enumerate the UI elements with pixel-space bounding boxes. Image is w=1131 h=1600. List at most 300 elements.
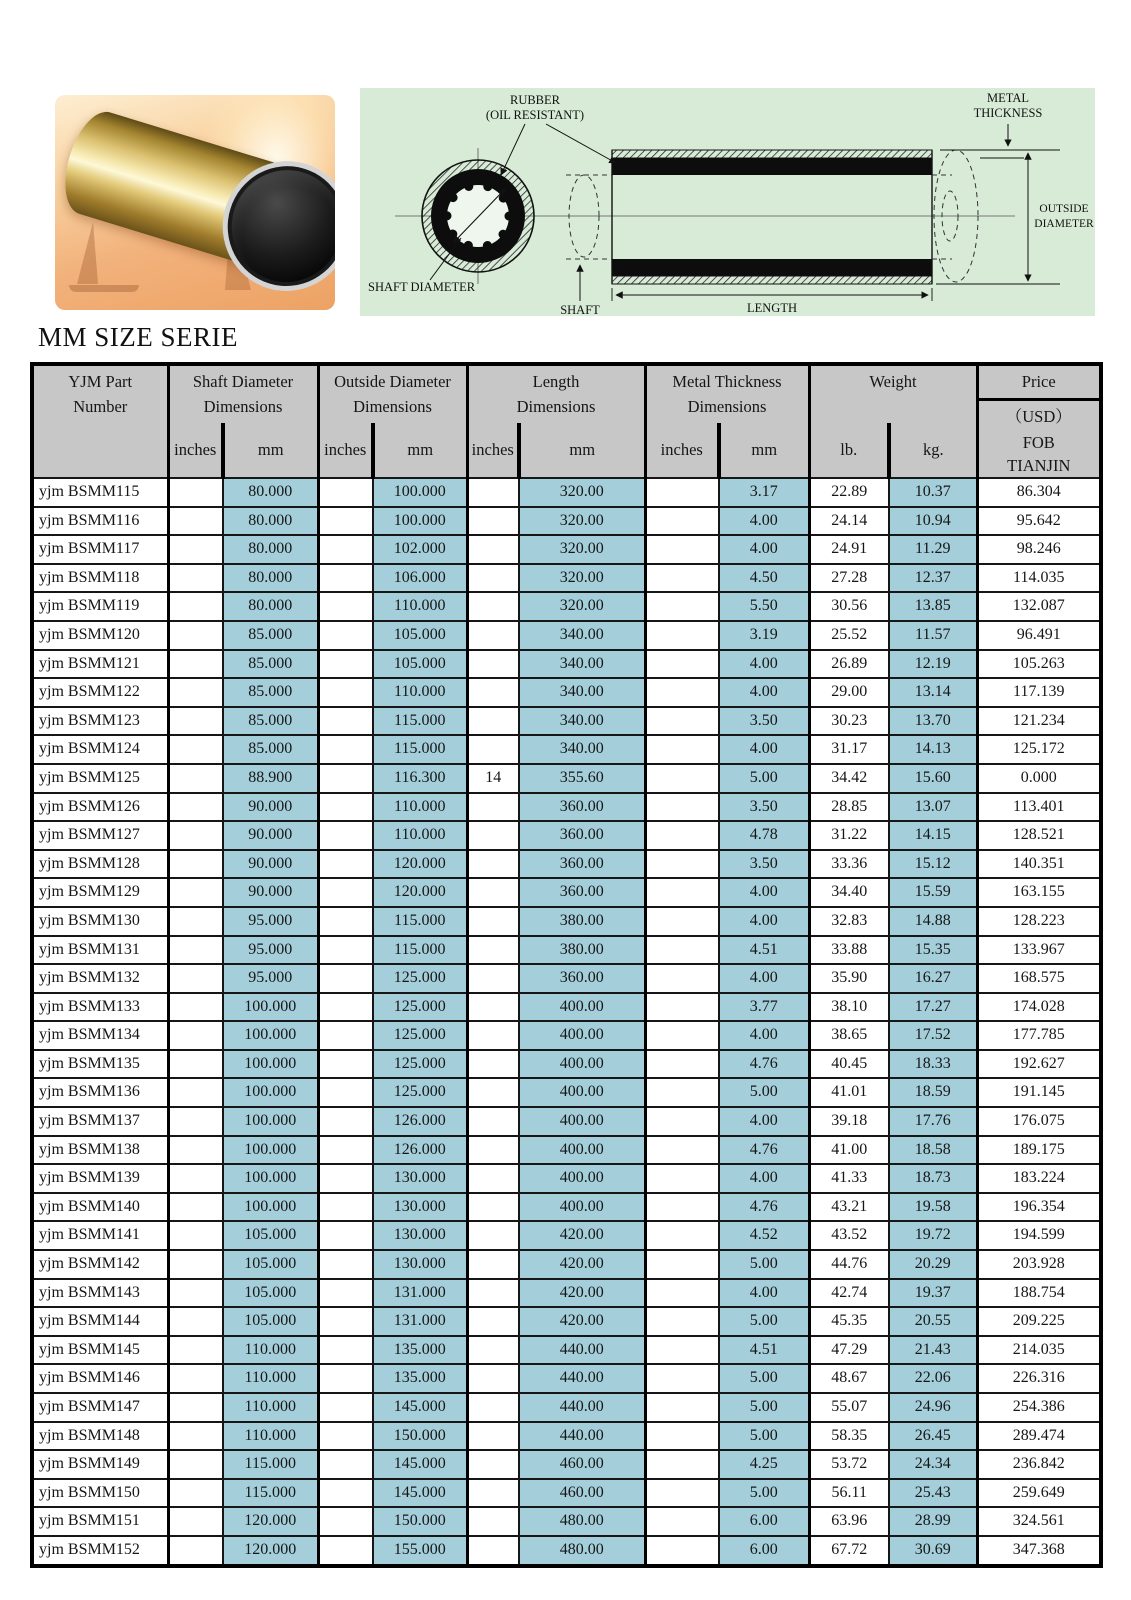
- cell-thickness-mm: 6.00: [719, 1507, 809, 1536]
- cell-outside-mm: 131.000: [373, 1279, 467, 1308]
- cell-thickness-mm: 3.50: [719, 850, 809, 879]
- cell-outside-mm: 110.000: [373, 793, 467, 822]
- header-shaft-diameter: Shaft Diameter Dimensions: [168, 364, 318, 423]
- cell-weight-kg: 11.29: [889, 535, 977, 564]
- cell-weight-lb: 32.83: [809, 907, 889, 936]
- cell-shaft-inches: [168, 1193, 223, 1222]
- cell-part-number: yjm BSMM151: [32, 1507, 168, 1536]
- cell-price: 214.035: [977, 1336, 1101, 1365]
- cell-thickness-inches: [645, 1078, 719, 1107]
- cell-weight-kg: 17.52: [889, 1021, 977, 1050]
- cell-outside-inches: [318, 878, 373, 907]
- cell-weight-lb: 34.42: [809, 764, 889, 793]
- cell-weight-lb: 43.52: [809, 1221, 889, 1250]
- cell-shaft-inches: [168, 936, 223, 965]
- cell-shaft-inches: [168, 478, 223, 507]
- cell-part-number: yjm BSMM121: [32, 650, 168, 679]
- cell-outside-mm: 125.000: [373, 1021, 467, 1050]
- cell-length-mm: 320.00: [519, 478, 645, 507]
- cell-thickness-mm: 4.76: [719, 1050, 809, 1079]
- cell-weight-kg: 24.34: [889, 1450, 977, 1479]
- cell-length-mm: 380.00: [519, 907, 645, 936]
- table-row: [32, 993, 1101, 1022]
- cell-weight-kg: 17.76: [889, 1107, 977, 1136]
- cell-outside-inches: [318, 564, 373, 593]
- cell-thickness-inches: [645, 764, 719, 793]
- cell-weight-kg: 30.69: [889, 1536, 977, 1566]
- cell-thickness-inches: [645, 1450, 719, 1479]
- cell-shaft-inches: [168, 1136, 223, 1165]
- cell-outside-mm: 130.000: [373, 1193, 467, 1222]
- cell-shaft-inches: [168, 1507, 223, 1536]
- cell-thickness-mm: 5.00: [719, 1393, 809, 1422]
- cell-part-number: yjm BSMM148: [32, 1422, 168, 1451]
- cell-shaft-mm: 90.000: [223, 878, 318, 907]
- cell-outside-inches: [318, 1336, 373, 1365]
- cell-weight-lb: 53.72: [809, 1450, 889, 1479]
- cell-length-inches: 14: [467, 764, 519, 793]
- cell-outside-inches: [318, 650, 373, 679]
- cell-length-inches: [467, 907, 519, 936]
- header-price: Price （USD） FOB TIANJIN: [977, 364, 1101, 478]
- cell-price: 194.599: [977, 1221, 1101, 1250]
- cell-price: 203.928: [977, 1250, 1101, 1279]
- cell-thickness-mm: 3.17: [719, 478, 809, 507]
- cell-outside-inches: [318, 1107, 373, 1136]
- shaft-diameter-label: SHAFT DIAMETER: [368, 280, 476, 294]
- cell-price: 188.754: [977, 1279, 1101, 1308]
- cell-weight-kg: 15.12: [889, 850, 977, 879]
- cell-thickness-mm: 3.77: [719, 993, 809, 1022]
- cell-part-number: yjm BSMM130: [32, 907, 168, 936]
- cell-part-number: yjm BSMM134: [32, 1021, 168, 1050]
- cell-length-mm: 320.00: [519, 592, 645, 621]
- table-row: [32, 1393, 1101, 1422]
- cell-thickness-mm: 5.00: [719, 764, 809, 793]
- cell-length-inches: [467, 821, 519, 850]
- cell-part-number: yjm BSMM127: [32, 821, 168, 850]
- table-row: [32, 1164, 1101, 1193]
- cell-thickness-inches: [645, 1279, 719, 1308]
- cell-thickness-mm: 5.00: [719, 1364, 809, 1393]
- cell-price: 177.785: [977, 1021, 1101, 1050]
- subheader-shaft-mm: mm: [223, 423, 318, 478]
- table-row: [32, 1250, 1101, 1279]
- cell-length-mm: 400.00: [519, 1021, 645, 1050]
- header-weight: Weight: [809, 364, 977, 423]
- cell-part-number: yjm BSMM137: [32, 1107, 168, 1136]
- table-body: [32, 478, 1101, 1566]
- cell-outside-mm: 125.000: [373, 964, 467, 993]
- cell-shaft-mm: 85.000: [223, 650, 318, 679]
- cell-weight-kg: 13.14: [889, 678, 977, 707]
- cell-part-number: yjm BSMM149: [32, 1450, 168, 1479]
- table-header: [32, 364, 1101, 478]
- table-row: [32, 964, 1101, 993]
- cell-thickness-mm: 5.00: [719, 1250, 809, 1279]
- cell-outside-mm: 145.000: [373, 1393, 467, 1422]
- cell-weight-lb: 22.89: [809, 478, 889, 507]
- header-outside-diameter: Outside Diameter Dimensions: [318, 364, 467, 423]
- table-row: [32, 592, 1101, 621]
- cell-length-mm: 340.00: [519, 707, 645, 736]
- cell-thickness-mm: 4.00: [719, 1107, 809, 1136]
- cell-length-inches: [467, 964, 519, 993]
- cell-thickness-mm: 4.00: [719, 507, 809, 536]
- cell-price: 176.075: [977, 1107, 1101, 1136]
- cell-length-inches: [467, 707, 519, 736]
- table-row: [32, 564, 1101, 593]
- cell-thickness-mm: 4.76: [719, 1193, 809, 1222]
- cell-thickness-inches: [645, 564, 719, 593]
- cell-outside-inches: [318, 1050, 373, 1079]
- cell-price: 140.351: [977, 850, 1101, 879]
- cell-length-inches: [467, 564, 519, 593]
- cell-part-number: yjm BSMM117: [32, 535, 168, 564]
- cell-length-inches: [467, 1107, 519, 1136]
- cell-weight-kg: 15.60: [889, 764, 977, 793]
- cell-length-inches: [467, 1050, 519, 1079]
- cell-price: 163.155: [977, 878, 1101, 907]
- cell-weight-kg: 13.70: [889, 707, 977, 736]
- cell-length-mm: 420.00: [519, 1279, 645, 1308]
- cell-length-inches: [467, 1507, 519, 1536]
- cell-length-mm: 355.60: [519, 764, 645, 793]
- cell-weight-kg: 18.33: [889, 1050, 977, 1079]
- cell-outside-inches: [318, 1164, 373, 1193]
- cell-outside-mm: 155.000: [373, 1536, 467, 1566]
- cell-weight-lb: 33.88: [809, 936, 889, 965]
- table-row: [32, 1193, 1101, 1222]
- cell-thickness-mm: 4.00: [719, 678, 809, 707]
- cell-shaft-mm: 95.000: [223, 964, 318, 993]
- cell-length-mm: 320.00: [519, 507, 645, 536]
- cell-shaft-inches: [168, 764, 223, 793]
- table-row: [32, 1021, 1101, 1050]
- cell-shaft-mm: 100.000: [223, 993, 318, 1022]
- cell-shaft-inches: [168, 592, 223, 621]
- cell-outside-mm: 115.000: [373, 907, 467, 936]
- cell-part-number: yjm BSMM124: [32, 735, 168, 764]
- cell-thickness-mm: 4.00: [719, 1021, 809, 1050]
- cell-outside-mm: 120.000: [373, 850, 467, 879]
- table-row: [32, 821, 1101, 850]
- cell-outside-inches: [318, 1364, 373, 1393]
- cell-shaft-inches: [168, 793, 223, 822]
- rubber-label-2: (OIL RESISTANT): [485, 108, 585, 122]
- cell-length-mm: 440.00: [519, 1422, 645, 1451]
- cell-shaft-mm: 115.000: [223, 1479, 318, 1508]
- cell-thickness-mm: 4.00: [719, 1279, 809, 1308]
- cell-length-mm: 360.00: [519, 964, 645, 993]
- cell-length-inches: [467, 1422, 519, 1451]
- cell-outside-mm: 130.000: [373, 1250, 467, 1279]
- cell-length-inches: [467, 1479, 519, 1508]
- cell-length-inches: [467, 1164, 519, 1193]
- cell-thickness-mm: 5.00: [719, 1479, 809, 1508]
- cell-part-number: yjm BSMM119: [32, 592, 168, 621]
- cell-weight-kg: 10.37: [889, 478, 977, 507]
- cell-weight-kg: 22.06: [889, 1364, 977, 1393]
- cell-thickness-inches: [645, 850, 719, 879]
- cell-weight-lb: 44.76: [809, 1250, 889, 1279]
- cell-thickness-inches: [645, 964, 719, 993]
- cell-part-number: yjm BSMM131: [32, 936, 168, 965]
- cell-part-number: yjm BSMM150: [32, 1479, 168, 1508]
- cell-part-number: yjm BSMM143: [32, 1279, 168, 1308]
- cell-price: 128.223: [977, 907, 1101, 936]
- product-photo: [55, 95, 335, 310]
- cell-shaft-mm: 100.000: [223, 1164, 318, 1193]
- cell-thickness-mm: 4.25: [719, 1450, 809, 1479]
- cell-thickness-inches: [645, 1136, 719, 1165]
- table-row: [32, 764, 1101, 793]
- cell-length-inches: [467, 735, 519, 764]
- table-row: [32, 1364, 1101, 1393]
- cell-thickness-inches: [645, 1422, 719, 1451]
- cell-part-number: yjm BSMM141: [32, 1221, 168, 1250]
- table-row: [32, 1422, 1101, 1451]
- cell-outside-inches: [318, 1221, 373, 1250]
- cell-length-mm: 320.00: [519, 535, 645, 564]
- rubber-label: RUBBER: [509, 93, 561, 107]
- cell-price: 117.139: [977, 678, 1101, 707]
- cell-length-inches: [467, 621, 519, 650]
- cell-thickness-inches: [645, 621, 719, 650]
- cell-length-mm: 400.00: [519, 1107, 645, 1136]
- cell-outside-inches: [318, 821, 373, 850]
- cell-part-number: yjm BSMM123: [32, 707, 168, 736]
- cell-thickness-inches: [645, 793, 719, 822]
- cell-length-mm: 420.00: [519, 1221, 645, 1250]
- metal-thickness-label: METAL: [986, 91, 1030, 105]
- cell-outside-mm: 106.000: [373, 564, 467, 593]
- cell-outside-mm: 150.000: [373, 1507, 467, 1536]
- cell-shaft-inches: [168, 1393, 223, 1422]
- table-row: [32, 1136, 1101, 1165]
- cell-outside-mm: 120.000: [373, 878, 467, 907]
- metal-shell-bottom: [612, 276, 932, 284]
- cell-length-inches: [467, 1536, 519, 1566]
- cell-thickness-mm: 4.00: [719, 535, 809, 564]
- cell-length-inches: [467, 1078, 519, 1107]
- subheader-thickness-inches: inches: [645, 423, 719, 478]
- page-title: MM SIZE SERIE: [38, 322, 239, 352]
- cell-weight-lb: 31.22: [809, 821, 889, 850]
- cell-thickness-mm: 6.00: [719, 1536, 809, 1566]
- cell-outside-inches: [318, 707, 373, 736]
- cell-thickness-inches: [645, 1364, 719, 1393]
- table-row: [32, 707, 1101, 736]
- cell-length-mm: 340.00: [519, 621, 645, 650]
- cell-outside-inches: [318, 1078, 373, 1107]
- cell-outside-mm: 105.000: [373, 650, 467, 679]
- cell-weight-kg: 14.88: [889, 907, 977, 936]
- cell-part-number: yjm BSMM122: [32, 678, 168, 707]
- cell-length-mm: 480.00: [519, 1507, 645, 1536]
- cell-outside-inches: [318, 1250, 373, 1279]
- cell-outside-mm: 115.000: [373, 936, 467, 965]
- size-table: [30, 362, 1103, 1568]
- cell-outside-mm: 130.000: [373, 1221, 467, 1250]
- cell-part-number: yjm BSMM152: [32, 1536, 168, 1566]
- cell-part-number: yjm BSMM147: [32, 1393, 168, 1422]
- cell-length-inches: [467, 1250, 519, 1279]
- cell-shaft-mm: 120.000: [223, 1536, 318, 1566]
- cell-outside-mm: 145.000: [373, 1450, 467, 1479]
- cell-part-number: yjm BSMM132: [32, 964, 168, 993]
- cell-price: 189.175: [977, 1136, 1101, 1165]
- cell-thickness-mm: 4.00: [719, 907, 809, 936]
- cell-thickness-inches: [645, 1507, 719, 1536]
- cell-outside-inches: [318, 1479, 373, 1508]
- cell-length-inches: [467, 478, 519, 507]
- cell-weight-lb: 63.96: [809, 1507, 889, 1536]
- cell-thickness-inches: [645, 1107, 719, 1136]
- cell-weight-lb: 33.36: [809, 850, 889, 879]
- table-row: [32, 1107, 1101, 1136]
- table-row: [32, 1050, 1101, 1079]
- cell-shaft-mm: 105.000: [223, 1250, 318, 1279]
- cell-shaft-mm: 85.000: [223, 678, 318, 707]
- cell-outside-mm: 110.000: [373, 821, 467, 850]
- cell-price: 86.304: [977, 478, 1101, 507]
- cell-thickness-inches: [645, 1193, 719, 1222]
- table-row: [32, 936, 1101, 965]
- cell-thickness-inches: [645, 1536, 719, 1566]
- table-row: [32, 878, 1101, 907]
- cell-price: 133.967: [977, 936, 1101, 965]
- cell-price: 259.649: [977, 1479, 1101, 1508]
- cell-shaft-mm: 80.000: [223, 478, 318, 507]
- cell-outside-mm: 131.000: [373, 1307, 467, 1336]
- cell-outside-inches: [318, 592, 373, 621]
- cell-outside-inches: [318, 850, 373, 879]
- cell-weight-lb: 28.85: [809, 793, 889, 822]
- outside-diameter-label: OUTSIDE: [1039, 203, 1089, 215]
- cell-weight-lb: 38.65: [809, 1021, 889, 1050]
- cell-thickness-inches: [645, 678, 719, 707]
- cell-outside-mm: 102.000: [373, 535, 467, 564]
- cell-outside-mm: 126.000: [373, 1107, 467, 1136]
- cell-weight-lb: 38.10: [809, 993, 889, 1022]
- subheader-outside-inches: inches: [318, 423, 373, 478]
- cell-outside-inches: [318, 964, 373, 993]
- cell-part-number: yjm BSMM145: [32, 1336, 168, 1365]
- cell-thickness-mm: 4.52: [719, 1221, 809, 1250]
- cell-outside-inches: [318, 1193, 373, 1222]
- cell-outside-mm: 110.000: [373, 678, 467, 707]
- cell-length-inches: [467, 592, 519, 621]
- cell-thickness-mm: 4.51: [719, 1336, 809, 1365]
- cell-thickness-inches: [645, 507, 719, 536]
- cell-thickness-inches: [645, 650, 719, 679]
- cell-shaft-inches: [168, 621, 223, 650]
- cell-weight-lb: 55.07: [809, 1393, 889, 1422]
- cell-length-inches: [467, 936, 519, 965]
- cell-shaft-mm: 100.000: [223, 1193, 318, 1222]
- cell-weight-lb: 48.67: [809, 1364, 889, 1393]
- cell-shaft-inches: [168, 1479, 223, 1508]
- cell-part-number: yjm BSMM125: [32, 764, 168, 793]
- cell-shaft-mm: 80.000: [223, 564, 318, 593]
- cell-thickness-inches: [645, 1479, 719, 1508]
- cell-shaft-mm: 100.000: [223, 1107, 318, 1136]
- cell-part-number: yjm BSMM135: [32, 1050, 168, 1079]
- cell-weight-kg: 19.37: [889, 1279, 977, 1308]
- header-metal-thickness: Metal Thickness Dimensions: [645, 364, 809, 423]
- cell-length-inches: [467, 535, 519, 564]
- cell-shaft-inches: [168, 1279, 223, 1308]
- cell-thickness-mm: 4.00: [719, 735, 809, 764]
- cell-outside-mm: 150.000: [373, 1422, 467, 1451]
- cell-outside-inches: [318, 1279, 373, 1308]
- cell-weight-kg: 15.35: [889, 936, 977, 965]
- cell-weight-lb: 41.33: [809, 1164, 889, 1193]
- cell-weight-kg: 13.07: [889, 793, 977, 822]
- cell-length-inches: [467, 1279, 519, 1308]
- cell-shaft-inches: [168, 993, 223, 1022]
- cell-length-mm: 360.00: [519, 878, 645, 907]
- cell-length-inches: [467, 793, 519, 822]
- cell-weight-kg: 25.43: [889, 1479, 977, 1508]
- cell-price: 128.521: [977, 821, 1101, 850]
- header-length: Length Dimensions: [467, 364, 645, 423]
- cell-shaft-inches: [168, 535, 223, 564]
- cell-thickness-inches: [645, 1307, 719, 1336]
- cell-thickness-inches: [645, 907, 719, 936]
- cell-price: 289.474: [977, 1422, 1101, 1451]
- cell-shaft-inches: [168, 1307, 223, 1336]
- cell-weight-lb: 42.74: [809, 1279, 889, 1308]
- cell-thickness-mm: 4.00: [719, 964, 809, 993]
- cell-price: 196.354: [977, 1193, 1101, 1222]
- rubber-lining-top: [612, 158, 932, 175]
- cell-price: 0.000: [977, 764, 1101, 793]
- cell-shaft-mm: 85.000: [223, 707, 318, 736]
- cell-part-number: yjm BSMM140: [32, 1193, 168, 1222]
- cell-thickness-inches: [645, 1250, 719, 1279]
- cell-shaft-inches: [168, 735, 223, 764]
- cell-part-number: yjm BSMM142: [32, 1250, 168, 1279]
- cell-outside-inches: [318, 764, 373, 793]
- cell-shaft-mm: 85.000: [223, 735, 318, 764]
- cell-shaft-mm: 100.000: [223, 1050, 318, 1079]
- table-row: [32, 507, 1101, 536]
- cell-shaft-mm: 105.000: [223, 1307, 318, 1336]
- cell-length-mm: 440.00: [519, 1336, 645, 1365]
- cell-shaft-mm: 85.000: [223, 621, 318, 650]
- cell-shaft-mm: 90.000: [223, 793, 318, 822]
- cell-price: 98.246: [977, 535, 1101, 564]
- cell-weight-lb: 26.89: [809, 650, 889, 679]
- cell-shaft-mm: 110.000: [223, 1336, 318, 1365]
- cell-price: 209.225: [977, 1307, 1101, 1336]
- cell-thickness-inches: [645, 592, 719, 621]
- cell-price: 132.087: [977, 592, 1101, 621]
- cell-length-mm: 360.00: [519, 850, 645, 879]
- cell-shaft-inches: [168, 1050, 223, 1079]
- table-row: [32, 1536, 1101, 1566]
- table-row: [32, 478, 1101, 507]
- cell-weight-lb: 56.11: [809, 1479, 889, 1508]
- cell-shaft-inches: [168, 1536, 223, 1566]
- cell-shaft-mm: 115.000: [223, 1450, 318, 1479]
- cell-length-inches: [467, 993, 519, 1022]
- cell-shaft-inches: [168, 650, 223, 679]
- cell-length-inches: [467, 1364, 519, 1393]
- cell-price: 236.842: [977, 1450, 1101, 1479]
